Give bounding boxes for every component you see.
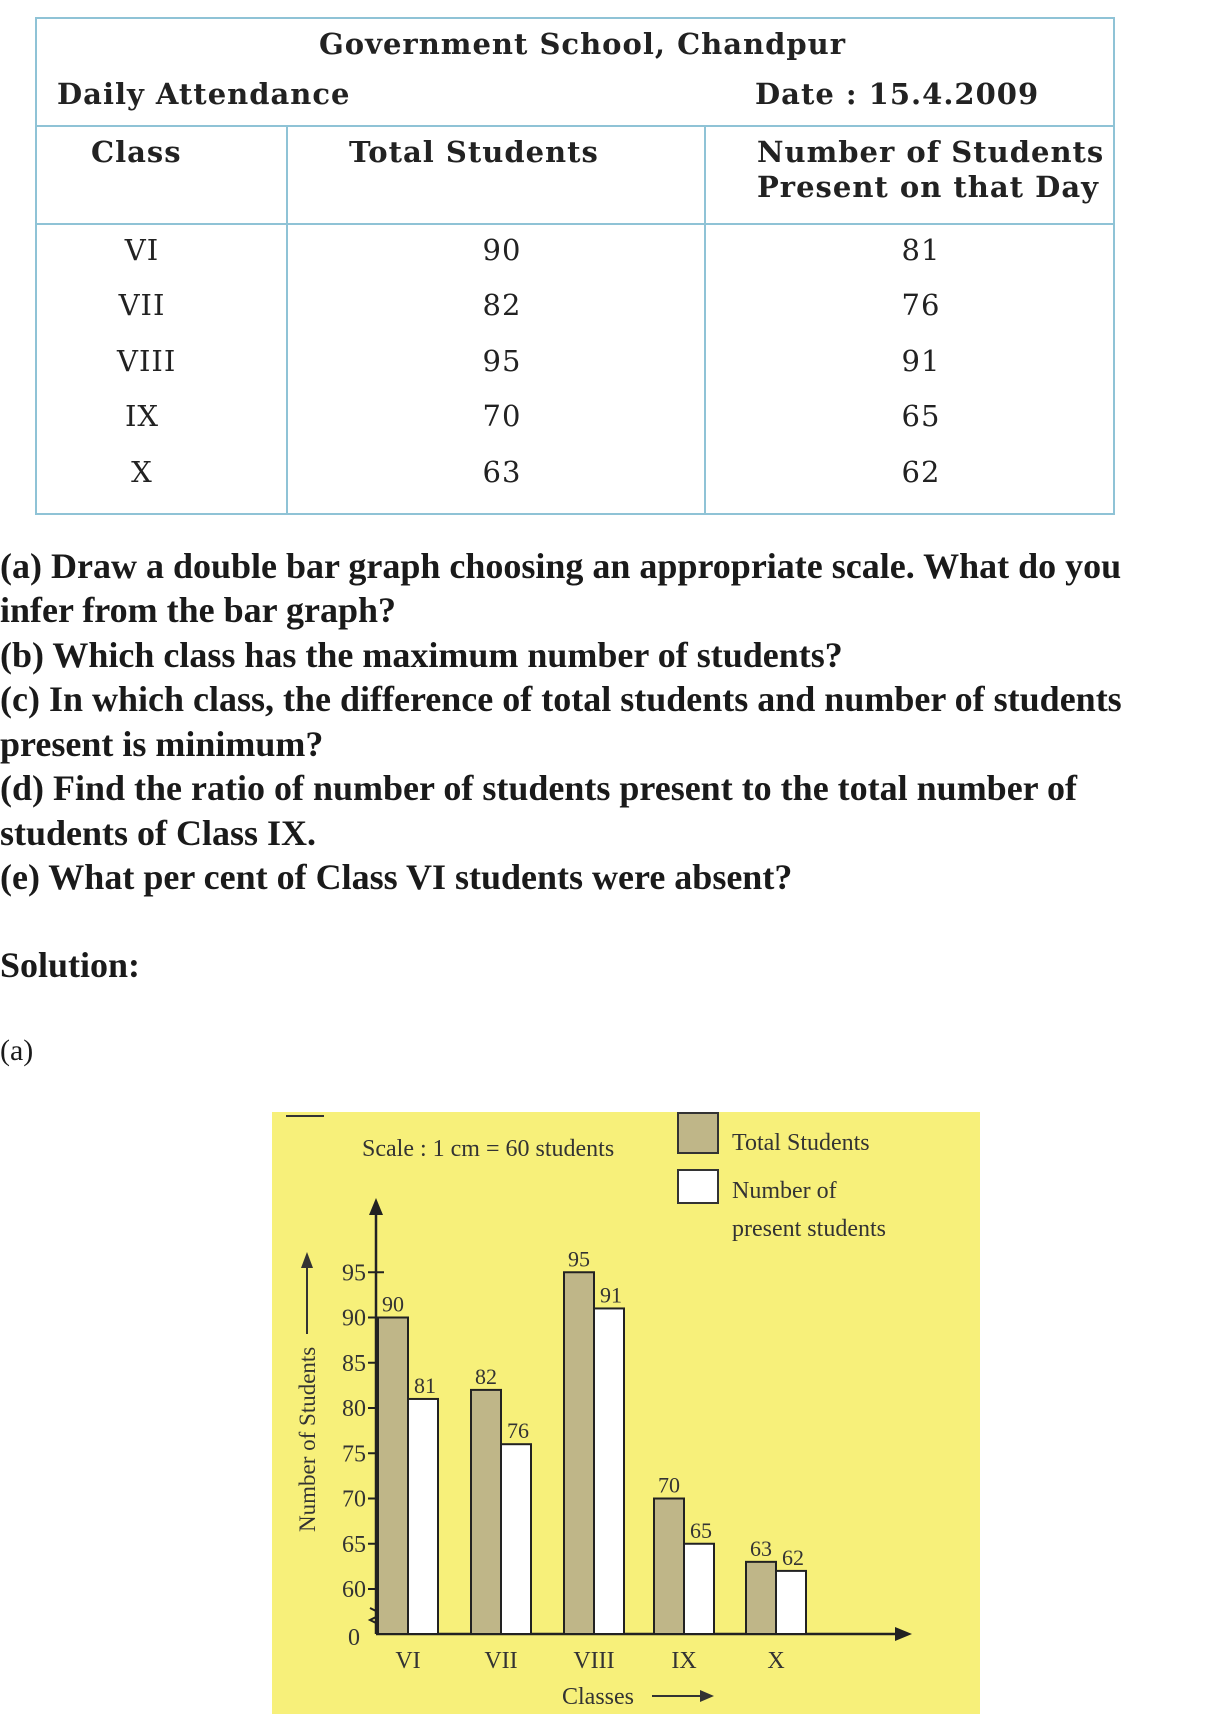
body-divider [35, 223, 1115, 225]
y-tick-label: 60 [342, 1577, 366, 1603]
x-tick-label: VI [395, 1648, 421, 1674]
bar-value-label: 70 [658, 1472, 680, 1498]
bar-value-label: 76 [507, 1418, 529, 1444]
cell-class: IX [124, 399, 160, 433]
bar-present-students [776, 1571, 806, 1634]
bar-present-students [684, 1544, 714, 1634]
column-header-present: Number of Students [757, 135, 1105, 169]
bar-value-label: 82 [475, 1363, 497, 1389]
question-c: (c) In which class, the difference of total students and number of students [0, 679, 1122, 719]
legend-label-present: Number of [732, 1178, 837, 1204]
y-tick-label: 95 [342, 1260, 366, 1287]
legend-label-total: Total Students [732, 1130, 870, 1156]
bar-total-students [564, 1272, 594, 1634]
cell-total: 90 [482, 233, 522, 267]
x-tick-label: IX [671, 1648, 697, 1674]
column-divider-1 [286, 125, 288, 515]
cell-class: VIII [117, 344, 177, 378]
attendance-date: Date : 15.4.2009 [755, 77, 1040, 111]
question-d: (d) Find the ratio of number of students present to the total number of [0, 768, 1077, 808]
cell-class: VII [118, 288, 166, 322]
bar-present-students [594, 1308, 624, 1634]
bar-total-students [746, 1562, 776, 1634]
x-tick-label: X [767, 1648, 785, 1674]
header-divider [35, 125, 1115, 127]
solution-part-a: (a) [0, 1034, 34, 1067]
bar-value-label: 90 [382, 1291, 404, 1317]
cell-present: 65 [901, 399, 941, 433]
question-c-continued: present is minimum? [0, 724, 324, 764]
bar-value-label: 62 [782, 1544, 804, 1570]
question-b: (b) Which class has the maximum number of students? [0, 635, 843, 675]
question-a: (a) Draw a double bar graph choosing an appropriate scale. What do you [0, 546, 1122, 586]
bar-value-label: 65 [690, 1517, 712, 1543]
cell-present: 81 [901, 233, 941, 267]
school-name: Government School, Chandpur [319, 27, 847, 61]
bar-total-students [654, 1499, 684, 1635]
bar-value-label: 63 [750, 1535, 772, 1561]
bar-value-label: 95 [568, 1246, 590, 1272]
legend-swatch-total [678, 1113, 718, 1153]
cell-total: 82 [482, 288, 522, 322]
column-header-class: Class [91, 135, 182, 169]
question-a-continued: infer from the bar graph? [0, 590, 396, 630]
cell-present: 76 [901, 288, 941, 322]
cell-present: 62 [901, 455, 941, 489]
y-tick-label: 75 [342, 1441, 366, 1468]
y-tick-label: 70 [342, 1486, 366, 1513]
solution-heading: Solution: [0, 945, 141, 985]
y-tick-label: 80 [342, 1396, 366, 1422]
bar-present-students [501, 1444, 531, 1634]
bar-present-students [408, 1399, 438, 1634]
cell-present: 91 [901, 344, 941, 378]
column-header-total: Total Students [349, 135, 599, 169]
y-tick-label: 90 [342, 1305, 366, 1332]
attendance-table [35, 17, 1115, 515]
x-axis-title: Classes [562, 1684, 634, 1710]
x-tick-label: VIII [573, 1648, 615, 1674]
scale-note: Scale : 1 cm = 60 students [362, 1136, 615, 1162]
origin-label: 0 [348, 1625, 360, 1651]
column-divider-2 [704, 125, 706, 515]
bar-value-label: 91 [600, 1282, 622, 1308]
y-tick-label: 65 [342, 1531, 366, 1558]
cell-class: X [131, 455, 153, 489]
legend-swatch-present [678, 1170, 718, 1203]
legend-label-present-line2: present students [732, 1216, 886, 1242]
x-tick-label: VII [484, 1648, 518, 1674]
bar-chart [272, 1112, 980, 1714]
cell-total: 63 [482, 455, 522, 489]
cell-total: 70 [482, 399, 522, 433]
column-header-present-line2: Present on that Day [757, 170, 1099, 204]
y-axis-title: Number of Students [295, 1346, 320, 1532]
bar-total-students [471, 1390, 501, 1634]
question-e: (e) What per cent of Class VI students were absent? [0, 857, 793, 897]
question-d-continued: students of Class IX. [0, 813, 317, 853]
bar-total-students [378, 1318, 408, 1635]
table-title: Daily Attendance [57, 77, 351, 111]
y-tick-label: 85 [342, 1350, 366, 1377]
cell-class: VI [124, 233, 160, 267]
bar-value-label: 81 [414, 1372, 436, 1398]
cell-total: 95 [482, 344, 522, 378]
